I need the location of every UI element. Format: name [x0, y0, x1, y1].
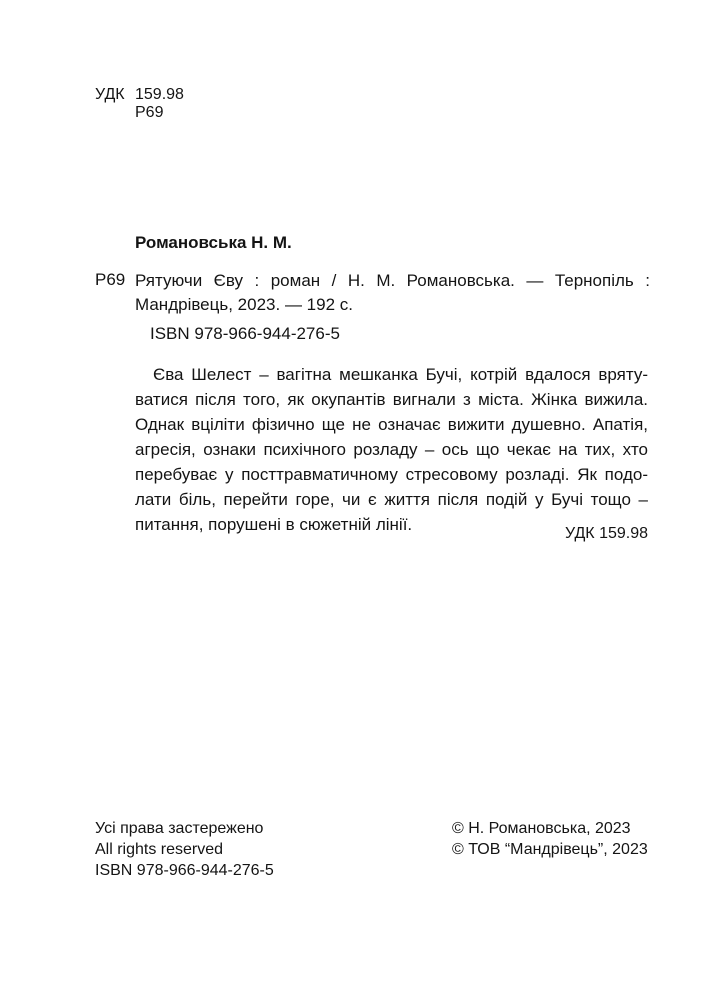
bbk-code: Р69 [135, 104, 164, 121]
copyright-author: © Н. Романовська, 2023 [452, 820, 631, 837]
bib-word: М. [376, 271, 396, 290]
udk-code: 159.98 [135, 86, 184, 103]
annotation-line: Однак вціліти фізично ще не означає вижити душевно. Апатія, [135, 415, 648, 434]
bib-word: : [254, 271, 260, 290]
bib-word: — [526, 271, 544, 290]
udk-footer: УДК 159.98 [565, 525, 648, 542]
annotation-line: агресія, ознаки психічного розладу – ось що чекає на тих, хто [135, 440, 648, 459]
rights-reserved-en: All rights reserved [95, 841, 224, 858]
bib-word: роман [270, 271, 321, 290]
bib-word: / [331, 271, 337, 290]
bib-word: Рятуючи [135, 271, 203, 290]
rights-reserved-ua: Усі права застережено [95, 820, 264, 837]
udk-label: УДК [95, 86, 125, 103]
isbn-footer: ISBN 978-966-944-276-5 [95, 862, 274, 879]
annotation-line: лати біль, перейти горе, чи є життя після подій у Бучі тощо – [135, 490, 648, 509]
bib-word: Н. [347, 271, 365, 290]
bib-word: Єву [213, 271, 244, 290]
rights-block [95, 818, 274, 881]
annotation-line: питання, порушені в сюжетній лінії. [135, 515, 413, 534]
isbn-main: ISBN 978-966-944-276-5 [150, 324, 340, 343]
bib-word: Романовська. [406, 271, 515, 290]
author-mark: Р69 [95, 270, 126, 289]
bibliographic-line-1 [135, 269, 650, 293]
bibliographic-line-2: Мандрівець, 2023. — 192 с. [135, 295, 353, 314]
bib-word: : [645, 271, 650, 290]
copyright-publisher: © ТОВ “Мандрівець”, 2023 [452, 841, 648, 858]
annotation-line: Єва Шелест – вагітна мешканка Бучі, котрій вдалося вряту- [153, 365, 648, 384]
annotation [135, 362, 648, 537]
copyright-block [452, 818, 648, 860]
annotation-line: ватися після того, як окупантів вигнали з міста. Жінка вижила. [135, 390, 648, 409]
annotation-line: перебуває у посттравматичному стресовому розладі. Як подо- [135, 465, 648, 484]
bibliographic-description [135, 269, 650, 317]
bib-word: Тернопіль [554, 271, 634, 290]
author-heading: Романовська Н. М. [135, 233, 292, 252]
